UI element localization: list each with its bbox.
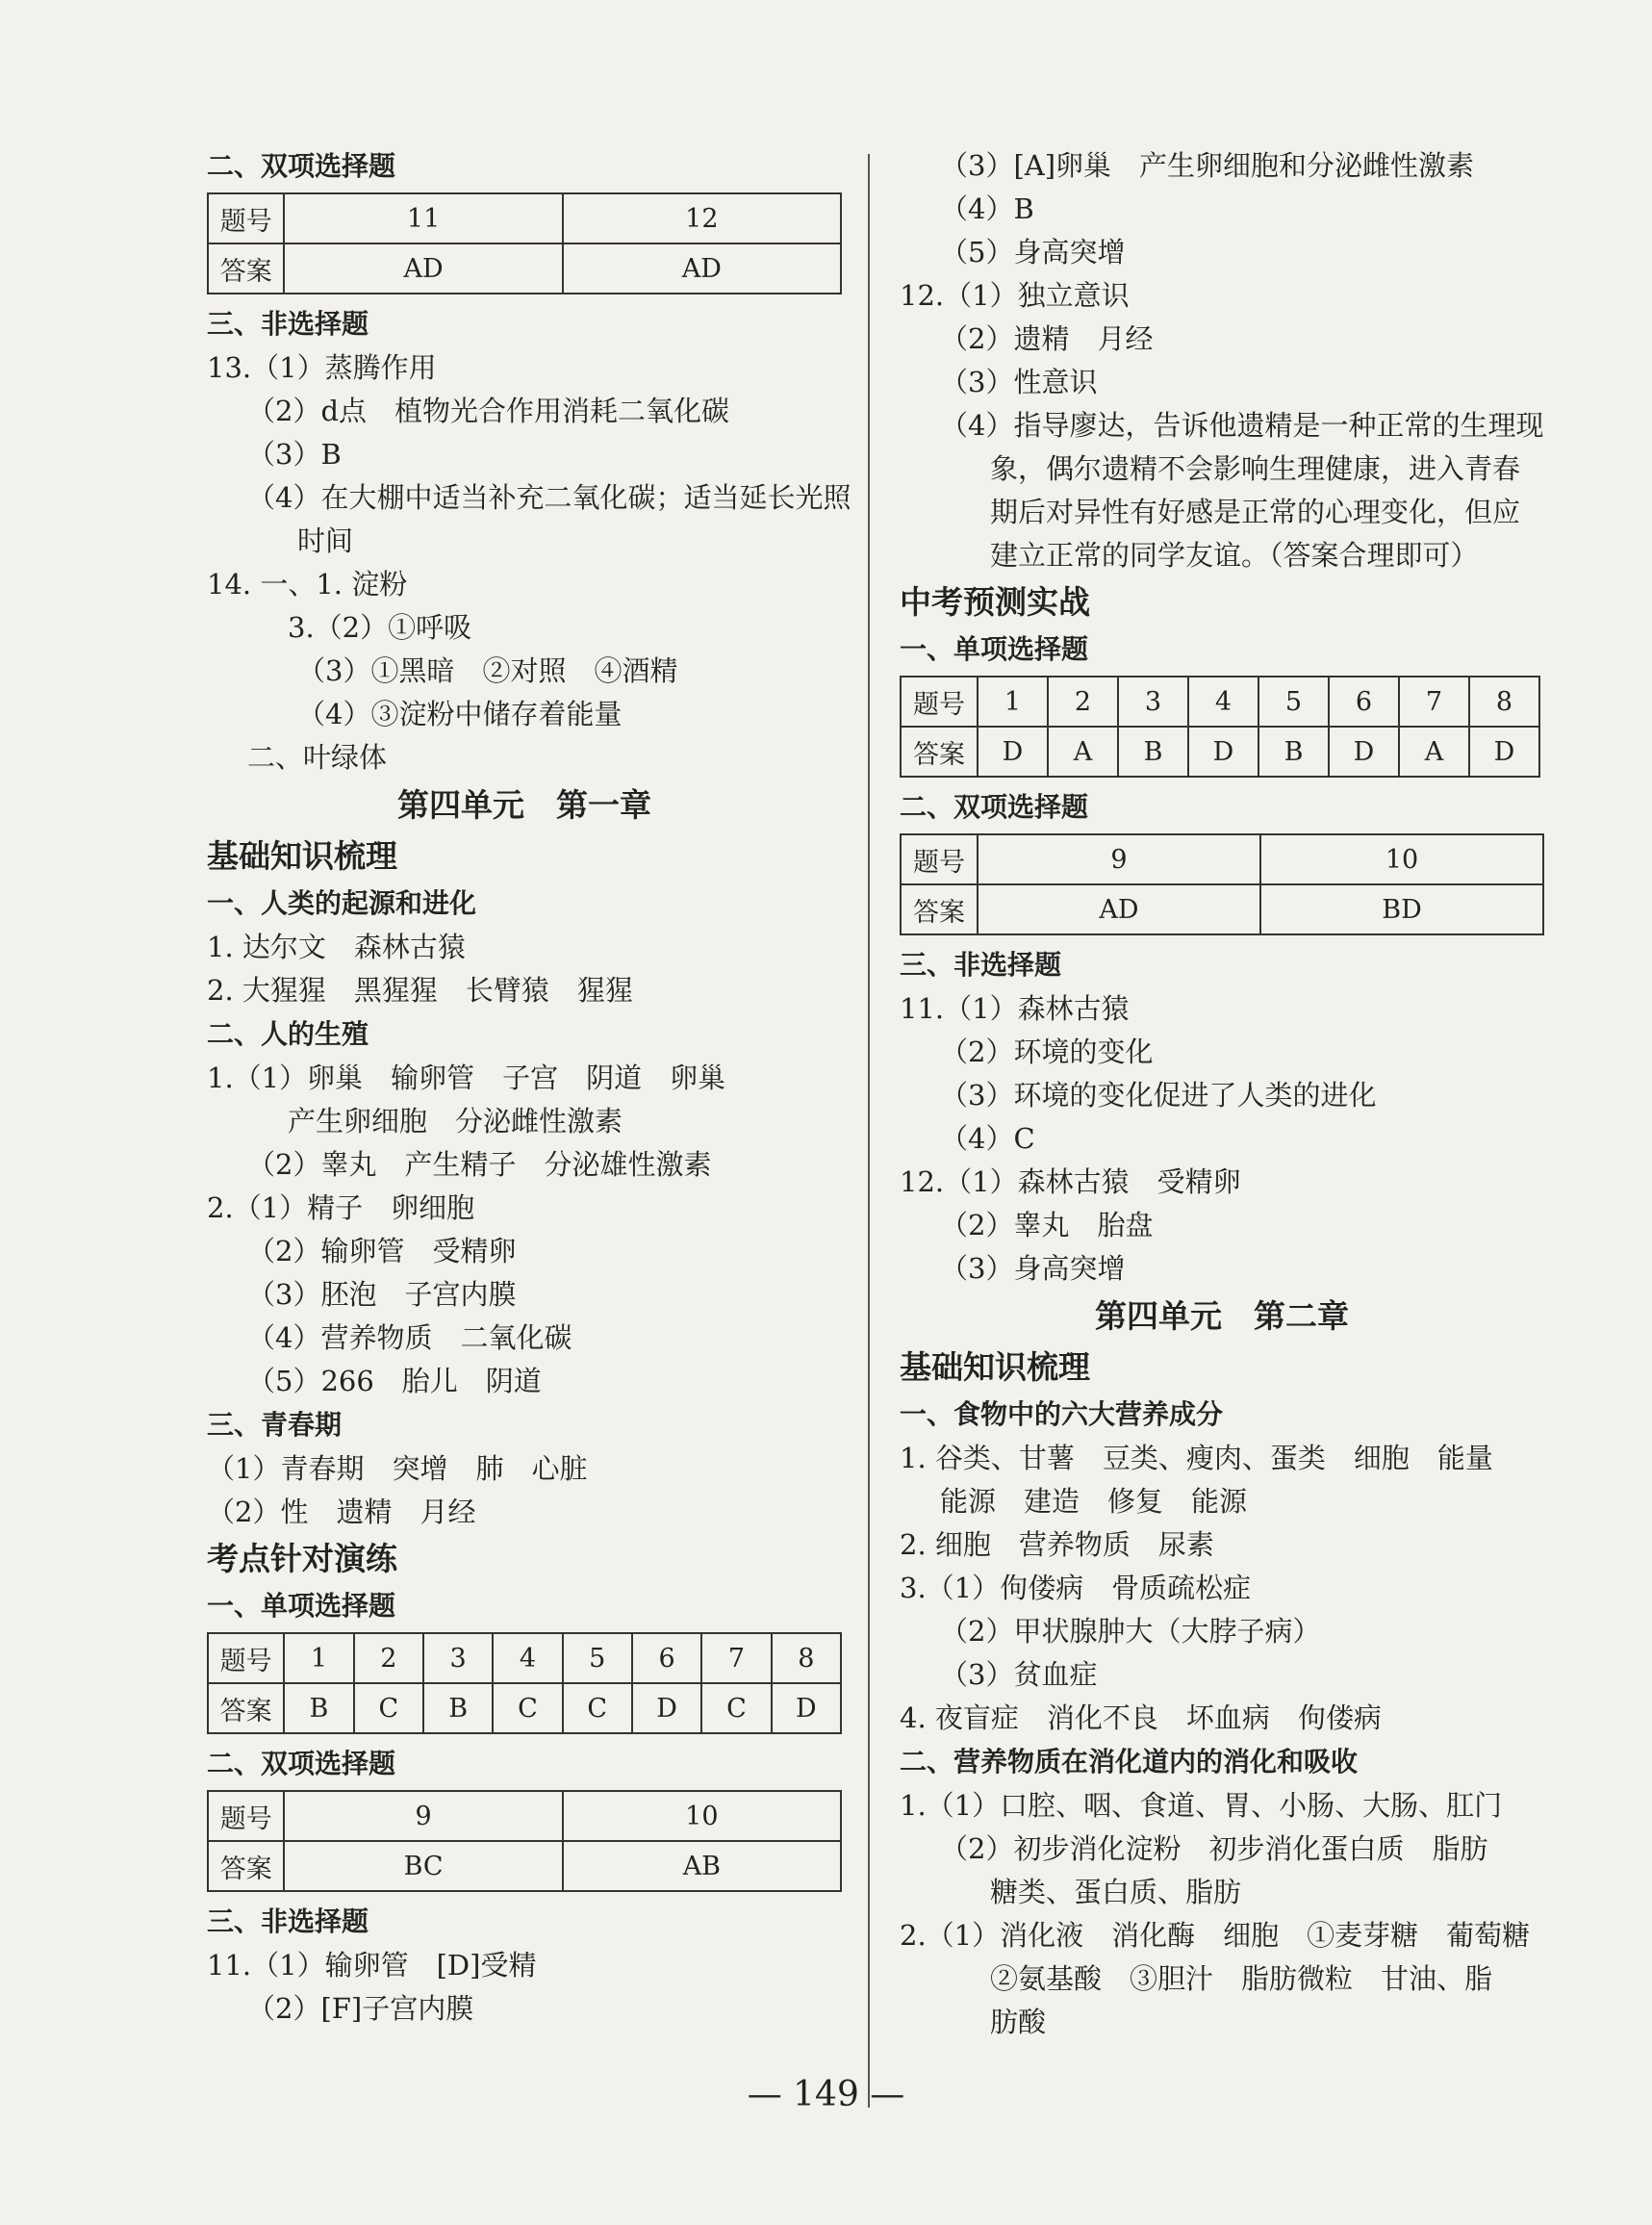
answer-line: 期后对异性有好感是正常的心理变化，但应 [990, 496, 1521, 528]
answer-line: （3）B [247, 438, 342, 471]
answer-cell: C [701, 1683, 771, 1733]
question-number-cell: 8 [1469, 677, 1539, 727]
answer-line: （4）营养物质 二氧化碳 [247, 1321, 572, 1354]
answer-line: （3）贫血症 [940, 1658, 1098, 1691]
answer-line: （2）睾丸 胎盘 [940, 1209, 1154, 1241]
question-number-cell: 9 [284, 1791, 562, 1841]
table-header-cell: 答案 [901, 727, 978, 777]
answer-line: （4）C [940, 1122, 1035, 1155]
answer-line: （3）性意识 [940, 366, 1098, 398]
answer-table [207, 192, 842, 294]
answer-line: （2）睾丸 产生精子 分泌雄性激素 [247, 1148, 712, 1181]
answer-line: 14. 一、1. 淀粉 [207, 568, 408, 601]
left-column [207, 144, 851, 2031]
answer-line: （3）[A]卵巢 产生卵细胞和分泌雌性激素 [940, 149, 1475, 182]
question-number-cell: 7 [701, 1633, 771, 1683]
answer-table [900, 676, 1540, 778]
answer-line: 2. 细胞 营养物质 尿素 [900, 1528, 1214, 1561]
question-number-cell: 6 [632, 1633, 701, 1683]
answer-line: （3）身高突增 [940, 1252, 1126, 1285]
answer-cell: D [1469, 727, 1539, 777]
answer-line: 肪酸 [990, 2006, 1047, 2038]
answer-cell: D [1329, 727, 1399, 777]
answer-line: （2）环境的变化 [940, 1036, 1154, 1068]
section-heading: 二、营养物质在消化道内的消化和吸收 [900, 1746, 1359, 1777]
question-number-cell: 1 [284, 1633, 353, 1683]
answer-line: （4）在大棚中适当补充二氧化碳；适当延长光照 [247, 481, 851, 514]
part-heading: 考点针对演练 [207, 1540, 397, 1577]
answer-line: 能源 建造 修复 能源 [940, 1485, 1248, 1518]
answer-line: （2）d点 植物光合作用消耗二氧化碳 [247, 395, 730, 427]
answer-line: （2）性 遗精 月经 [207, 1496, 476, 1528]
answer-line: 1. 达尔文 森林古猿 [207, 931, 466, 963]
section-heading: 三、非选择题 [207, 308, 369, 340]
answer-line: （4）B [940, 192, 1034, 225]
unit-title: 第四单元 第一章 [397, 786, 651, 824]
question-number-cell: 8 [772, 1633, 841, 1683]
part-heading: 基础知识梳理 [207, 837, 397, 875]
answer-line: 12.（1）独立意识 [900, 279, 1130, 312]
answer-cell: AD [284, 243, 562, 294]
answer-cell: D [978, 727, 1048, 777]
answer-line: 3.（2）①呼吸 [288, 611, 472, 644]
answer-table [900, 833, 1544, 935]
table-header-cell: 答案 [208, 243, 284, 294]
answer-line: 1.（1）口腔、咽、食道、胃、小肠、大肠、肛门 [900, 1789, 1503, 1822]
answer-cell: B [423, 1683, 493, 1733]
section-heading: 三、非选择题 [207, 1905, 369, 1937]
answer-line: 1.（1）卵巢 输卵管 子宫 阴道 卵巢 [207, 1061, 726, 1094]
answer-cell: B [284, 1683, 353, 1733]
table-header-cell: 题号 [901, 677, 978, 727]
answer-line: （3）环境的变化促进了人类的进化 [940, 1079, 1377, 1112]
question-number-cell: 5 [1258, 677, 1329, 727]
answer-line: 象，偶尔遗精不会影响生理健康，进入青春 [990, 452, 1521, 485]
question-number-cell: 3 [423, 1633, 493, 1683]
answer-cell: C [493, 1683, 562, 1733]
table-header-cell: 题号 [208, 1633, 284, 1683]
answer-table [207, 1632, 842, 1734]
answer-cell: C [354, 1683, 423, 1733]
answer-line: 2.（1）精子 卵细胞 [207, 1191, 475, 1224]
answer-line: 建立正常的同学友谊。（答案合理即可） [990, 539, 1479, 572]
answer-line: 1. 谷类、甘薯 豆类、瘦肉、蛋类 细胞 能量 [900, 1442, 1493, 1474]
answer-line: （3）①黑暗 ②对照 ④酒精 [297, 654, 678, 687]
answer-line: 产生卵细胞 分泌雌性激素 [288, 1105, 623, 1138]
answer-cell: D [772, 1683, 841, 1733]
question-number-cell: 2 [1048, 677, 1118, 727]
table-header-cell: 题号 [208, 1791, 284, 1841]
answer-line: 13.（1）蒸腾作用 [207, 351, 437, 384]
question-number-cell: 9 [978, 834, 1260, 884]
question-number-cell: 5 [563, 1633, 632, 1683]
answer-line: 11.（1）森林古猿 [900, 992, 1130, 1025]
answer-cell: AB [563, 1841, 841, 1891]
answer-line: 糖类、蛋白质、脂肪 [990, 1876, 1242, 1908]
question-number-cell: 6 [1329, 677, 1399, 727]
question-number-cell: 2 [354, 1633, 423, 1683]
answer-line: 3.（1）佝偻病 骨质疏松症 [900, 1572, 1252, 1604]
table-header-cell: 答案 [901, 884, 978, 934]
answer-line: 二、叶绿体 [247, 741, 388, 774]
question-number-cell: 1 [978, 677, 1048, 727]
page-number: — 149 — [747, 2075, 905, 2114]
answer-cell: B [1258, 727, 1329, 777]
question-number-cell: 7 [1399, 677, 1469, 727]
section-heading: 一、单项选择题 [900, 633, 1089, 665]
question-number-cell: 10 [563, 1791, 841, 1841]
answer-cell: AD [563, 243, 841, 294]
section-heading: 一、食物中的六大营养成分 [900, 1398, 1224, 1430]
section-heading: 二、双项选择题 [900, 791, 1089, 823]
answer-cell: AD [978, 884, 1260, 934]
section-heading: 三、青春期 [207, 1409, 343, 1441]
answer-cell: BD [1260, 884, 1543, 934]
question-number-cell: 11 [284, 193, 562, 243]
unit-title: 第四单元 第二章 [1095, 1297, 1349, 1335]
answer-line: （2）[F]子宫内膜 [247, 1992, 474, 2025]
answer-line: （1）青春期 突增 肺 心脏 [207, 1452, 588, 1485]
answer-line: （3）胚泡 子宫内膜 [247, 1278, 517, 1311]
answer-cell: B [1118, 727, 1188, 777]
answer-line: 4. 夜盲症 消化不良 坏血病 佝偻病 [900, 1701, 1382, 1734]
answer-line: （2）遗精 月经 [940, 322, 1154, 355]
answer-line: （4）③淀粉中储存着能量 [297, 698, 623, 730]
answer-line: （5）266 胎儿 阴道 [247, 1365, 542, 1397]
section-heading: 三、非选择题 [900, 949, 1062, 981]
answer-line: 2. 大猩猩 黑猩猩 长臂猿 猩猩 [207, 974, 633, 1007]
question-number-cell: 12 [563, 193, 841, 243]
table-header-cell: 题号 [901, 834, 978, 884]
table-header-cell: 题号 [208, 193, 284, 243]
answer-line: （2）初步消化淀粉 初步消化蛋白质 脂肪 [940, 1832, 1488, 1865]
answer-line: ②氨基酸 ③胆汁 脂肪微粒 甘油、脂 [990, 1962, 1493, 1995]
answer-line: （5）身高突增 [940, 236, 1126, 269]
answer-line: （2）甲状腺肿大（大脖子病） [940, 1615, 1321, 1648]
answer-cell: A [1048, 727, 1118, 777]
section-heading: 二、双项选择题 [207, 150, 396, 182]
table-header-cell: 答案 [208, 1841, 284, 1891]
answer-cell: D [1188, 727, 1258, 777]
question-number-cell: 4 [493, 1633, 562, 1683]
part-heading: 基础知识梳理 [900, 1348, 1090, 1386]
column-divider [868, 154, 870, 2108]
section-heading: 一、人类的起源和进化 [207, 887, 477, 919]
answer-cell: A [1399, 727, 1469, 777]
question-number-cell: 10 [1260, 834, 1543, 884]
answer-cell: BC [284, 1841, 562, 1891]
table-header-cell: 答案 [208, 1683, 284, 1733]
answer-cell: D [632, 1683, 701, 1733]
right-column [900, 144, 1544, 2044]
answer-line: （4）指导廖达，告诉他遗精是一种正常的生理现 [940, 409, 1544, 442]
answer-table [207, 1790, 842, 1892]
part-heading: 中考预测实战 [900, 583, 1090, 621]
answer-line: 2.（1）消化液 消化酶 细胞 ①麦芽糖 葡萄糖 [900, 1919, 1531, 1952]
answer-line: （2）输卵管 受精卵 [247, 1235, 517, 1267]
section-heading: 二、人的生殖 [207, 1018, 369, 1050]
question-number-cell: 4 [1188, 677, 1258, 727]
section-heading: 二、双项选择题 [207, 1748, 396, 1779]
answer-line: 12.（1）森林古猿 受精卵 [900, 1165, 1241, 1198]
answer-cell: C [563, 1683, 632, 1733]
section-heading: 一、单项选择题 [207, 1590, 396, 1622]
answer-line: 时间 [297, 524, 354, 557]
answer-line: 11.（1）输卵管 [D]受精 [207, 1949, 537, 1982]
question-number-cell: 3 [1118, 677, 1188, 727]
